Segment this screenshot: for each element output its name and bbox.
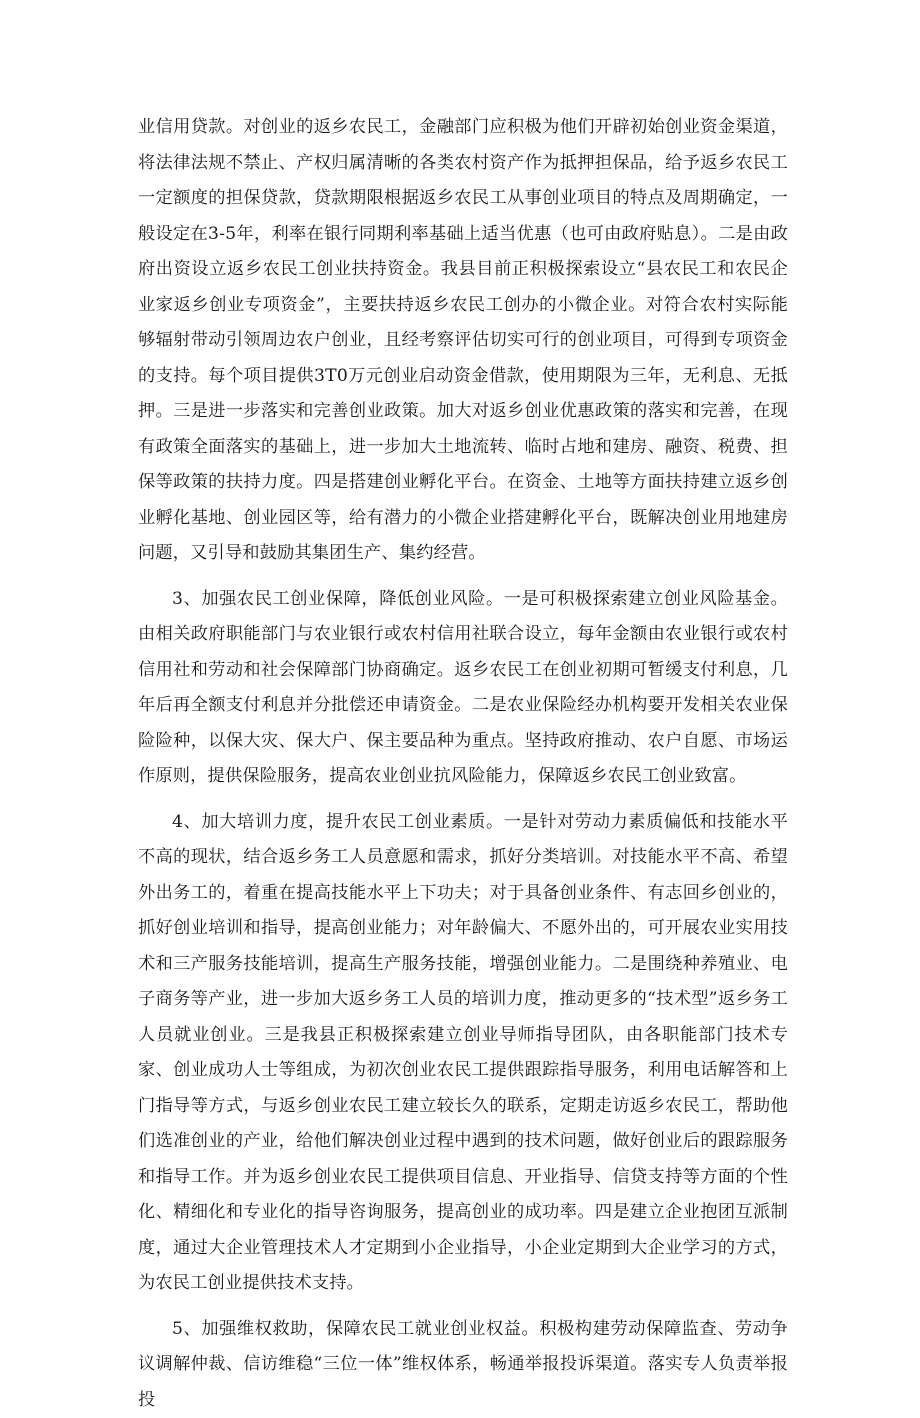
paragraph-rural-credit-loans: 业信用贷款。对创业的返乡农民工，金融部门应积极为他们开辟初始创业资金渠道，将法律法规不禁止、产权归属清晰的各类农村资产作为抵押担保品，给予返乡农民工一定额度的担保贷款，贷款期限根据返乡农民工从事创业项目的特点及周期确定，一般设定在3-5年，利率在银行同期利率基础上适当优惠（也可由政府贴息）。二是由政府出资设立返乡农民工创业扶持资金。我县目前正积极探索设立“县农民工和农民企业家返乡创业专项资金”，主要扶持返乡农民工创办的小微企业。对符合农村实际能够辐射带动引领周边农户创业，且经考察评估切实可行的创业项目，可得到专项资金的支持。每个项目提供3T0万元创业启动资金借款，使用期限为三年，无利息、无抵押。三是进一步落实和完善创业政策。加大对返乡创业优惠政策的落实和完善，在现有政策全面落实的基础上，进一步加大土地流转、临时占地和建房、融资、税费、担保等政策的扶持力度。四是搭建创业孵化平台。在资金、土地等方面扶持建立返乡创业孵化基地、创业园区等，给有潜力的小微企业搭建孵化平台，既解决创业用地建房问题，又引导和鼓励其集团生产、集约经营。 (138, 110, 788, 572)
document-body (138, 110, 788, 1418)
paragraph-5-rights-protection: 5、加强维权救助，保障农民工就业创业权益。积极构建劳动保障监查、劳动争议调解仲裁、信访维稳“三位一体”维权体系，畅通举报投诉渠道。落实专人负责举报投 (138, 1312, 788, 1418)
paragraph-3-entrepreneurship-security: 3、加强农民工创业保障，降低创业风险。一是可积极探索建立创业风险基金。由相关政府职能部门与农业银行或农村信用社联合设立，每年金额由农业银行或农村信用社和劳动和社会保障部门协商确定。返乡农民工在创业初期可暂缓支付利息，几年后再全额支付利息并分批偿还申请资金。二是农业保险经办机构要开发相关农业保险险种，以保大灾、保大户、保主要品种为重点。坚持政府推动、农户自愿、市场运作原则，提供保险服务，提高农业创业抗风险能力，保障返乡农民工创业致富。 (138, 582, 788, 795)
paragraph-4-training: 4、加大培训力度，提升农民工创业素质。一是针对劳动力素质偏低和技能水平不高的现状，结合返乡务工人员意愿和需求，抓好分类培训。对技能水平不高、希望外出务工的，着重在提高技能水平上下功夫；对于具备创业条件、有志回乡创业的，抓好创业培训和指导，提高创业能力；对年龄偏大、不愿外出的，可开展农业实用技术和三产服务技能培训，提高生产服务技能，增强创业能力。二是围绕种养殖业、电子商务等产业，进一步加大返乡务工人员的培训力度，推动更多的“技术型”返乡务工人员就业创业。三是我县正积极探索建立创业导师指导团队，由各职能部门技术专家、创业成功人士等组成，为初次创业农民工提供跟踪指导服务，利用电话解答和上门指导等方式，与返乡创业农民工建立较长久的联系，定期走访返乡农民工，帮助他们选准创业的产业，给他们解决创业过程中遇到的技术问题，做好创业后的跟踪服务和指导工作。并为返乡创业农民工提供项目信息、开业指导、信贷支持等方面的个性化、精细化和专业化的指导咨询服务，提高创业的成功率。四是建立企业抱团互派制度，通过大企业管理技术人才定期到小企业指导，小企业定期到大企业学习的方式，为农民工创业提供技术支持。 (138, 805, 788, 1302)
